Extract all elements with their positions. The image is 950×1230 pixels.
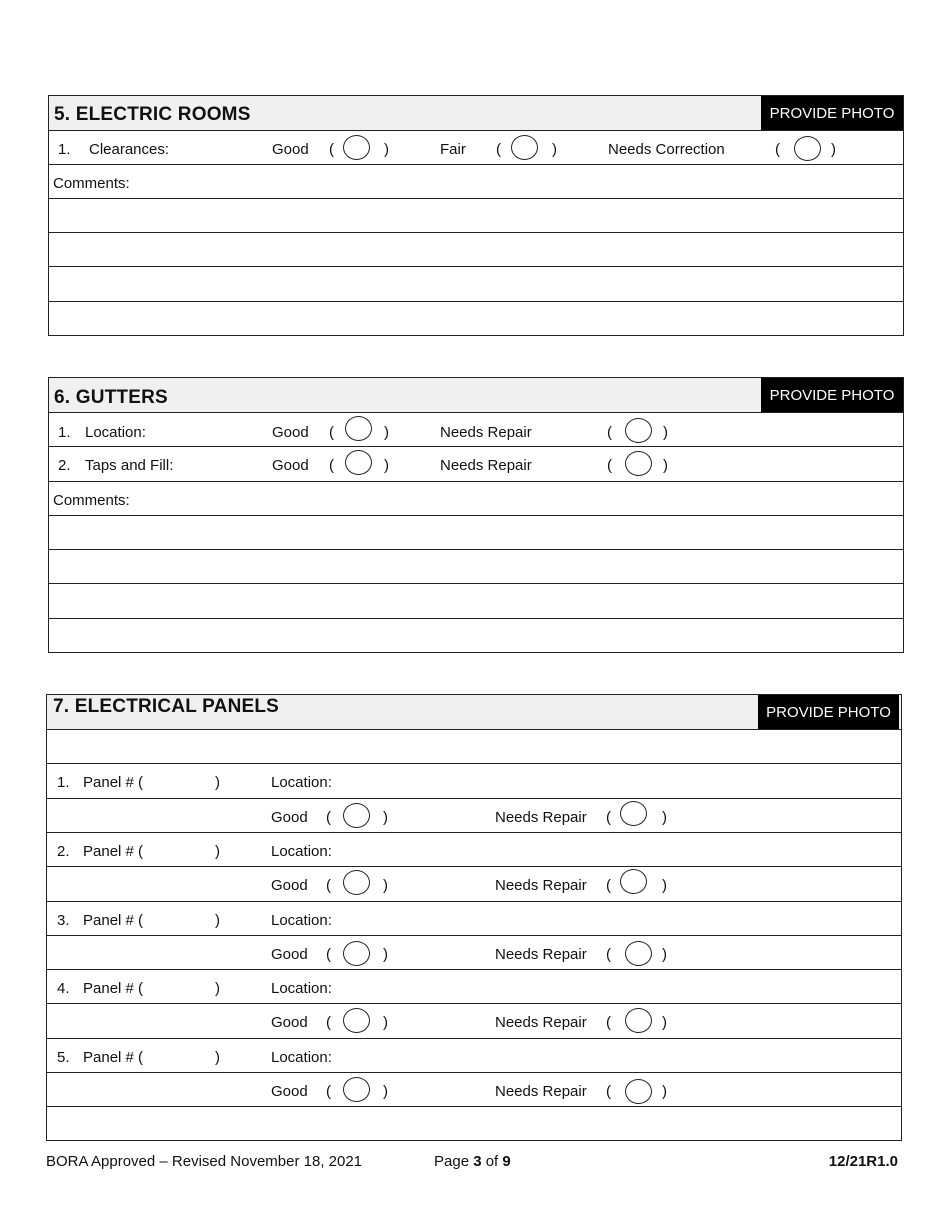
panel-label: Panel # ( bbox=[83, 980, 144, 997]
page-prefix: Page bbox=[434, 1153, 474, 1170]
open-paren: ( bbox=[326, 877, 331, 894]
item-row-clearances bbox=[49, 130, 903, 165]
location-good-radio[interactable] bbox=[345, 416, 372, 441]
panel-number: 1. bbox=[57, 774, 70, 791]
needs-repair-label: Needs Repair bbox=[495, 1083, 587, 1100]
close-paren: ) bbox=[383, 877, 388, 894]
taps-good-radio[interactable] bbox=[345, 450, 372, 475]
open-paren: ( bbox=[496, 141, 501, 158]
open-paren: ( bbox=[329, 141, 334, 158]
panel-label: Panel # ( bbox=[83, 1049, 144, 1066]
close-paren: ) bbox=[215, 980, 220, 997]
footer-version: 12/21R1.0 bbox=[828, 1153, 898, 1170]
open-paren: ( bbox=[326, 1083, 331, 1100]
comment-line[interactable] bbox=[49, 549, 903, 584]
location-label: Location: bbox=[271, 980, 332, 997]
comment-line[interactable] bbox=[49, 515, 903, 550]
close-paren: ) bbox=[662, 809, 667, 826]
panel-label: Panel # ( bbox=[83, 843, 144, 860]
item-row-location bbox=[49, 412, 903, 447]
section-header bbox=[49, 378, 903, 413]
close-paren: ) bbox=[215, 774, 220, 791]
item-number: 1. bbox=[58, 424, 71, 441]
item-row-taps-fill bbox=[49, 446, 903, 481]
needs-repair-label: Needs Repair bbox=[495, 877, 587, 894]
close-paren: ) bbox=[662, 946, 667, 963]
close-paren: ) bbox=[384, 141, 389, 158]
section-header bbox=[49, 96, 903, 131]
close-paren: ) bbox=[552, 141, 557, 158]
open-paren: ( bbox=[606, 1014, 611, 1031]
good-label: Good bbox=[272, 424, 309, 441]
location-label: Location: bbox=[271, 843, 332, 860]
location-label: Location: bbox=[271, 1049, 332, 1066]
close-paren: ) bbox=[383, 946, 388, 963]
panel-condition-row bbox=[47, 1072, 901, 1107]
needs-repair-label: Needs Repair bbox=[495, 809, 587, 826]
open-paren: ( bbox=[326, 946, 331, 963]
provide-photo-button[interactable]: PROVIDE PHOTO bbox=[761, 96, 903, 130]
panel-needs-repair-radio[interactable] bbox=[620, 801, 647, 826]
good-label: Good bbox=[271, 1083, 308, 1100]
close-paren: ) bbox=[663, 457, 668, 474]
panel-number: 2. bbox=[57, 843, 70, 860]
panel-condition-row bbox=[47, 866, 901, 901]
needs-repair-label: Needs Repair bbox=[495, 1014, 587, 1031]
page-current: 3 bbox=[473, 1153, 482, 1170]
panel-good-radio[interactable] bbox=[343, 1077, 370, 1102]
fair-label: Fair bbox=[440, 141, 466, 158]
comment-line[interactable] bbox=[49, 232, 903, 267]
close-paren: ) bbox=[215, 912, 220, 929]
needs-repair-label: Needs Repair bbox=[440, 457, 532, 474]
item-label: Taps and Fill: bbox=[85, 457, 174, 474]
panel-condition-row bbox=[47, 1003, 901, 1038]
close-paren: ) bbox=[662, 1083, 667, 1100]
open-paren: ( bbox=[775, 141, 780, 158]
panel-needs-repair-radio[interactable] bbox=[625, 941, 652, 966]
provide-photo-button[interactable]: PROVIDE PHOTO bbox=[758, 695, 899, 729]
panel-number: 5. bbox=[57, 1049, 70, 1066]
panel-good-radio[interactable] bbox=[343, 870, 370, 895]
open-paren: ( bbox=[329, 424, 334, 441]
footer-page-number bbox=[434, 1153, 511, 1170]
close-paren: ) bbox=[383, 809, 388, 826]
good-label: Good bbox=[272, 457, 309, 474]
comments-row bbox=[49, 481, 903, 516]
needs-correction-label: Needs Correction bbox=[608, 141, 725, 158]
section-electric-rooms bbox=[48, 95, 904, 336]
open-paren: ( bbox=[607, 457, 612, 474]
panel-condition-row bbox=[47, 935, 901, 970]
panel-row bbox=[47, 1038, 901, 1073]
section-header bbox=[47, 695, 901, 729]
close-paren: ) bbox=[662, 877, 667, 894]
panel-row bbox=[47, 901, 901, 936]
close-paren: ) bbox=[383, 1083, 388, 1100]
close-paren: ) bbox=[662, 1014, 667, 1031]
close-paren: ) bbox=[384, 424, 389, 441]
blank-row bbox=[47, 1106, 901, 1141]
section-electrical-panels bbox=[46, 694, 902, 1141]
panel-number: 3. bbox=[57, 912, 70, 929]
panel-good-radio[interactable] bbox=[343, 941, 370, 966]
open-paren: ( bbox=[606, 809, 611, 826]
open-paren: ( bbox=[606, 946, 611, 963]
open-paren: ( bbox=[606, 1083, 611, 1100]
section-title: 6. GUTTERS bbox=[54, 387, 168, 408]
panel-good-radio[interactable] bbox=[343, 803, 370, 828]
close-paren: ) bbox=[215, 1049, 220, 1066]
panel-needs-repair-radio[interactable] bbox=[625, 1008, 652, 1033]
panel-row bbox=[47, 832, 901, 867]
close-paren: ) bbox=[383, 1014, 388, 1031]
clearances-good-radio[interactable] bbox=[343, 135, 370, 160]
comment-line[interactable] bbox=[49, 618, 903, 653]
open-paren: ( bbox=[607, 424, 612, 441]
item-number: 1. bbox=[58, 141, 71, 158]
section-gutters bbox=[48, 377, 904, 653]
panel-number: 4. bbox=[57, 980, 70, 997]
comments-label: Comments: bbox=[53, 175, 130, 192]
close-paren: ) bbox=[215, 843, 220, 860]
panel-needs-repair-radio[interactable] bbox=[625, 1079, 652, 1104]
page-total: 9 bbox=[502, 1153, 511, 1170]
open-paren: ( bbox=[326, 1014, 331, 1031]
panel-needs-repair-radio[interactable] bbox=[620, 869, 647, 894]
taps-needs-repair-radio[interactable] bbox=[625, 451, 652, 476]
comment-line[interactable] bbox=[49, 198, 903, 233]
comment-line[interactable] bbox=[49, 266, 903, 301]
close-paren: ) bbox=[384, 457, 389, 474]
section-title: 5. ELECTRIC ROOMS bbox=[54, 104, 251, 125]
open-paren: ( bbox=[326, 809, 331, 826]
location-label: Location: bbox=[271, 912, 332, 929]
location-needs-repair-radio[interactable] bbox=[625, 418, 652, 443]
comment-line[interactable] bbox=[49, 301, 903, 336]
good-label: Good bbox=[271, 946, 308, 963]
panel-label: Panel # ( bbox=[83, 912, 144, 929]
close-paren: ) bbox=[831, 141, 836, 158]
good-label: Good bbox=[271, 1014, 308, 1031]
item-number: 2. bbox=[58, 457, 71, 474]
clearances-fair-radio[interactable] bbox=[511, 135, 538, 160]
good-label: Good bbox=[271, 877, 308, 894]
blank-row bbox=[47, 729, 901, 764]
panel-good-radio[interactable] bbox=[343, 1008, 370, 1033]
needs-repair-label: Needs Repair bbox=[495, 946, 587, 963]
comment-line[interactable] bbox=[49, 583, 903, 618]
clearances-needs-correction-radio[interactable] bbox=[794, 136, 821, 161]
panel-label: Panel # ( bbox=[83, 774, 144, 791]
item-label: Location: bbox=[85, 424, 146, 441]
panel-condition-row bbox=[47, 798, 901, 833]
section-title: 7. ELECTRICAL PANELS bbox=[53, 696, 280, 717]
item-label: Clearances: bbox=[89, 141, 170, 158]
open-paren: ( bbox=[329, 457, 334, 474]
close-paren: ) bbox=[663, 424, 668, 441]
panel-row bbox=[47, 763, 901, 798]
open-paren: ( bbox=[606, 877, 611, 894]
panel-row bbox=[47, 969, 901, 1004]
location-label: Location: bbox=[271, 774, 332, 791]
good-label: Good bbox=[271, 809, 308, 826]
comments-row bbox=[49, 164, 903, 199]
comments-label: Comments: bbox=[53, 492, 130, 509]
footer-revision: BORA Approved – Revised November 18, 2021 bbox=[46, 1153, 363, 1170]
page-of: of bbox=[481, 1153, 503, 1170]
good-label: Good bbox=[272, 141, 309, 158]
needs-repair-label: Needs Repair bbox=[440, 424, 532, 441]
provide-photo-button[interactable]: PROVIDE PHOTO bbox=[761, 378, 903, 412]
